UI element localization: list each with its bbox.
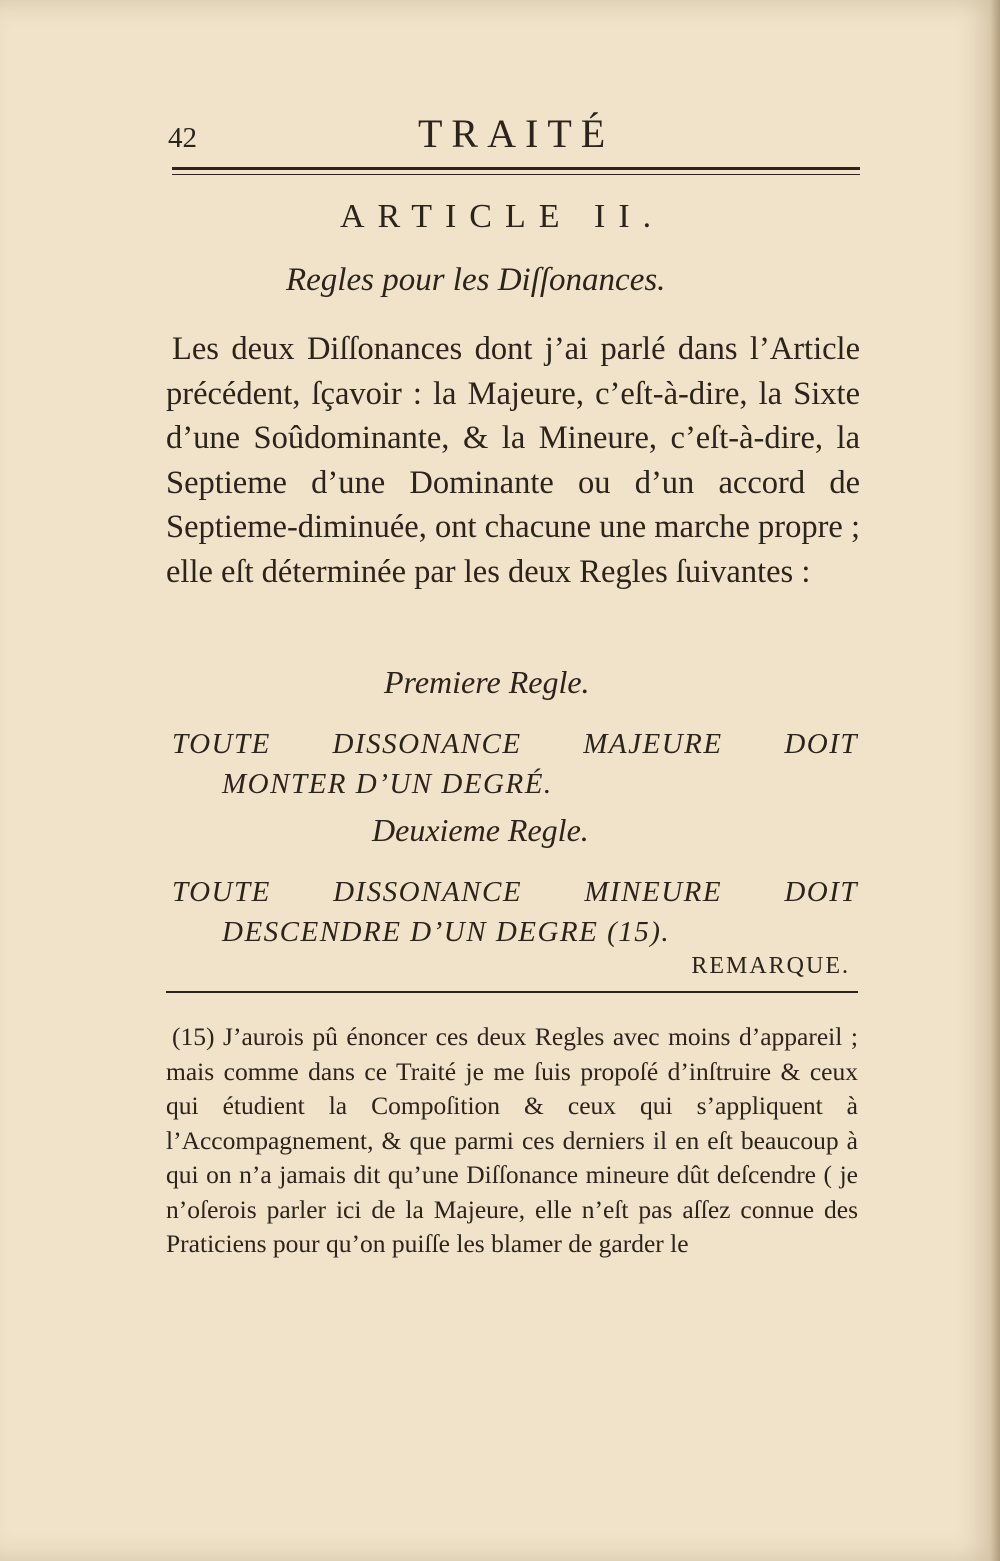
rule-2-line-2: DESCENDRE D’UN DEGRE (15). [222, 916, 671, 948]
footnote: (15) J’aurois pû énoncer ces deux Regles avec moins d’appareil ; mais comme dans ce Traité je me ſuis propoſé d’inſtruire & ceux qui étudient la Compoſition & ceux qui s’appliquent à l’Accompagnement, & que parmi ces derniers il en eſt beaucoup à qui on n’a jamais dit qu’une Diſſonance mineure dût deſcendre ( je n’oſerois parler ici de la Majeure, elle n’eſt pas aſſez connue des Praticiens pour qu’on puiſſe les blamer de garder le [166, 1022, 858, 1258]
running-title: TRAITÉ [418, 111, 615, 156]
running-head [168, 110, 858, 160]
rule-1-line-2: MONTER D’UN DEGRÉ. [222, 768, 553, 800]
footnote-rule [166, 991, 858, 993]
page-edge-shadow [990, 0, 1000, 1561]
article-heading: ARTICLE II. [340, 198, 665, 235]
section-title: Regles pour les Diſſonances. [286, 262, 666, 298]
rule-1-line-1: TOUTE DISSONANCE MAJEURE DOIT [172, 728, 858, 760]
rule-2-statement [172, 872, 858, 952]
body-paragraph: Les deux Diſſonances dont j’ai parlé dans l’Article précédent, ſçavoir : la Majeure, c’eſt-à-dire, la Sixte d’une Soûdominante, & la Mineure, c’eſt-à-dire, la Septieme d’une Dominante ou d’un accord de Septieme-diminuée, ont chacune une marche propre ; elle eſt déterminée par les deux Regles ſuivantes : [166, 331, 860, 590]
rule-2-line-1: TOUTE DISSONANCE MINEURE DOIT [172, 876, 858, 908]
catchword: REMARQUE. [691, 953, 850, 979]
rule-2-title: Deuxieme Regle. [372, 812, 589, 848]
page-number: 42 [168, 122, 197, 154]
rule-1-title: Premiere Regle. [384, 664, 590, 700]
header-rule-thin [172, 174, 860, 175]
rule-1-statement [172, 724, 858, 804]
header-rule-thick [172, 167, 860, 170]
